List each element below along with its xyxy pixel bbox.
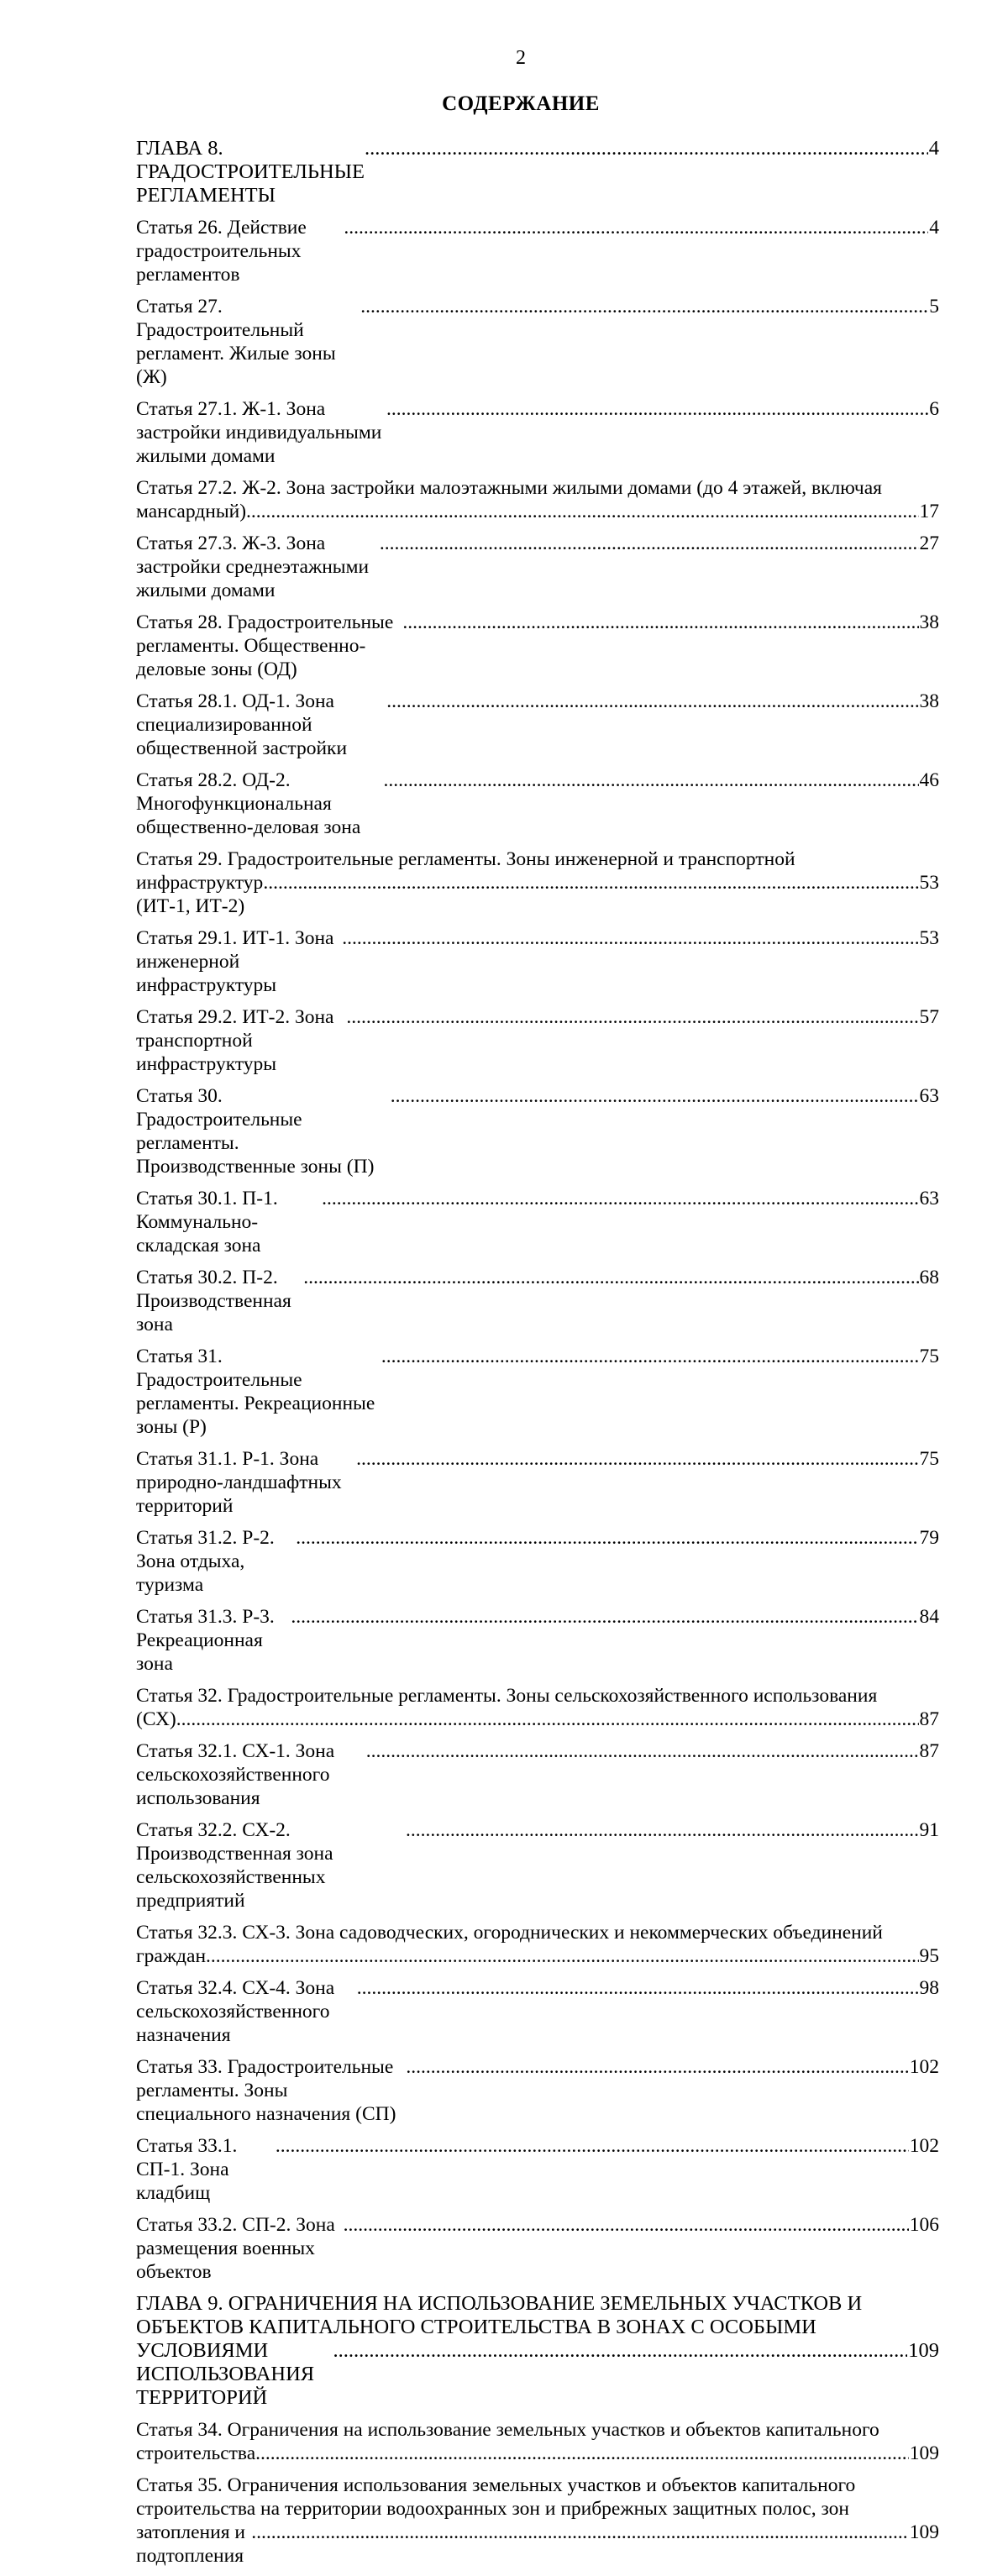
toc-entry-title-line: Статья 28.1. ОД-1. Зона специализированной общественной застройки	[136, 690, 348, 759]
toc-entry[interactable]	[136, 476, 939, 523]
toc-entry[interactable]	[136, 1447, 939, 1518]
dot-leader	[206, 1944, 918, 1968]
toc-entry[interactable]	[136, 1345, 939, 1439]
dot-leader	[176, 1708, 919, 1731]
toc-entry-page-number: 109	[909, 2442, 939, 2464]
toc-entry[interactable]	[136, 2292, 939, 2410]
toc-entry-title-line: Статья 31. Градостроительные регламенты. Рекреационные зоны (Р)	[136, 1346, 375, 1438]
toc-entry-leader-row	[136, 2055, 939, 2126]
toc-entry-leader-row	[136, 216, 939, 286]
toc-entry[interactable]	[136, 847, 939, 918]
toc-entry-page-number: 109	[909, 2521, 939, 2543]
toc-entry-title-line: Статья 32. Градостроительные регламенты. Зоны сельскохозяйственного использования	[136, 1685, 878, 1707]
toc-entry[interactable]	[136, 397, 939, 468]
toc-entry-page-number: 84	[919, 1606, 939, 1628]
toc-entry-page-number: 79	[919, 1527, 939, 1549]
toc-entry-title-line: Статья 27. Градостроительный регламент. Жилые зоны (Ж)	[136, 296, 336, 388]
toc-entry-title-line: строительства на территории водоохранных зон и прибрежных защитных полос, зон	[136, 2498, 849, 2520]
toc-entry-leader-row	[136, 137, 939, 207]
dot-leader	[356, 1447, 918, 1471]
dot-leader	[263, 871, 918, 895]
toc-entry[interactable]	[136, 137, 939, 207]
toc-entry[interactable]	[136, 216, 939, 286]
toc-entry-page-number: 87	[919, 1740, 939, 1762]
toc-entry-title-line: Статья 30.1. П-1. Коммунально-складская зона	[136, 1188, 278, 1257]
toc-entry-leader-row	[136, 1739, 939, 1810]
dot-leader	[366, 1739, 919, 1763]
toc-entry-title-line: строительства	[136, 2442, 256, 2464]
dot-leader	[384, 769, 919, 792]
toc-entry-title-line: Статья 28.2. ОД-2. Многофункциональная общественно-деловая зона	[136, 769, 361, 838]
toc-entry-title-line: Статья 31.1. Р-1. Зона природно-ландшафтных территорий	[136, 1448, 342, 1517]
dot-leader	[344, 2213, 909, 2237]
toc-entry-title-line: затопления и подтопления	[136, 2521, 245, 2567]
toc-entry-page-number: 102	[909, 2135, 939, 2157]
toc-entry-title-line: мансардный)	[136, 501, 247, 522]
toc-entry[interactable]	[136, 2474, 939, 2568]
dot-leader	[322, 1187, 918, 1210]
dot-leader	[344, 216, 928, 239]
toc-entry-title-line: Статья 27.1. Ж-1. Зона застройки индивидуальными жилыми домами	[136, 398, 382, 467]
toc-entry-leader-row	[136, 1976, 939, 2047]
toc-entry-title-line: Статья 32.4. СХ-4. Зона сельскохозяйственного назначения	[136, 1977, 335, 2046]
toc-entry-page-number: 63	[919, 1188, 939, 1209]
toc-entry[interactable]	[136, 1526, 939, 1597]
toc-entry-leader-row	[136, 1005, 939, 1076]
toc-entry-leader-row	[136, 1447, 939, 1518]
toc-entry-title-line: Статья 33.2. СП-2. Зона размещения военных объектов	[136, 2214, 335, 2283]
toc-entry-leader-row	[136, 2339, 939, 2410]
toc-entry-leader-row	[136, 1605, 939, 1676]
toc-entry-leader-row	[136, 1708, 939, 1731]
toc-entry[interactable]	[136, 1818, 939, 1912]
toc-entry-title-line: (СХ)	[136, 1708, 176, 1730]
table-of-contents	[136, 137, 939, 2576]
toc-entry-leader-row	[136, 397, 939, 468]
toc-entry-leader-row	[136, 2134, 939, 2205]
toc-entry-leader-row	[136, 2521, 939, 2568]
toc-entry-title-line: Статья 34. Ограничения на использование земельных участков и объектов капитального	[136, 2419, 879, 2441]
toc-entry-page-number: 38	[919, 690, 939, 712]
toc-entry-leader-row	[136, 2442, 939, 2465]
toc-entry-leader-row	[136, 1084, 939, 1178]
dot-leader	[342, 926, 918, 950]
dot-leader	[255, 2442, 909, 2465]
dot-leader	[246, 500, 918, 523]
toc-entry-page-number: 75	[919, 1448, 939, 1470]
dot-leader	[296, 1526, 918, 1550]
toc-entry-page-number: 95	[919, 1945, 939, 1967]
page-title: СОДЕРЖАНИЕ	[442, 92, 600, 115]
toc-entry-leader-row	[136, 611, 939, 681]
toc-entry-title-line: ОБЪЕКТОВ КАПИТАЛЬНОГО СТРОИТЕЛЬСТВА В ЗОНАХ С ОСОБЫМИ	[136, 2316, 816, 2338]
toc-entry-page-number: 109	[908, 2339, 939, 2362]
toc-entry-title-line: инфраструктур (ИТ-1, ИТ-2)	[136, 872, 264, 917]
toc-entry-page-number: 106	[909, 2214, 939, 2236]
toc-entry-leader-row	[136, 871, 939, 918]
dot-leader	[360, 295, 928, 318]
toc-entry-title-line: граждан	[136, 1945, 207, 1967]
toc-entry-title-line: Статья 32.2. СХ-2. Производственная зона сельскохозяйственных предприятий	[136, 1819, 333, 1912]
dot-leader	[386, 397, 928, 421]
toc-entry-page-number: 57	[919, 1006, 939, 1028]
toc-entry-title-line: Статья 30.2. П-2. Производственная зона	[136, 1267, 291, 1335]
dot-leader	[402, 611, 918, 634]
toc-entry[interactable]	[136, 1684, 939, 1731]
toc-entry-page-number: 53	[919, 872, 939, 894]
toc-entry[interactable]	[136, 1187, 939, 1257]
toc-entry-title-line: Статья 27.2. Ж-2. Зона застройки малоэтажными жилыми домами (до 4 этажей, включая	[136, 477, 882, 499]
toc-entry[interactable]	[136, 2418, 939, 2465]
toc-entry-title-line: Статья 26. Действие градостроительных регламентов	[136, 217, 307, 286]
toc-entry[interactable]	[136, 611, 939, 681]
toc-entry[interactable]	[136, 1976, 939, 2047]
toc-entry[interactable]	[136, 2134, 939, 2205]
toc-entry-page-number: 46	[919, 769, 939, 791]
toc-entry-title-line: Статья 29.2. ИТ-2. Зона транспортной инфраструктуры	[136, 1006, 334, 1075]
toc-entry[interactable]	[136, 1266, 939, 1336]
dot-leader	[365, 137, 928, 160]
toc-entry[interactable]	[136, 690, 939, 760]
dot-leader	[276, 2134, 909, 2158]
toc-entry[interactable]	[136, 2055, 939, 2126]
toc-entry-title-line: Статья 35. Ограничения использования земельных участков и объектов капитального	[136, 2474, 856, 2496]
toc-entry-page-number: 6	[929, 398, 939, 420]
toc-entry-title-line: Статья 29.1. ИТ-1. Зона инженерной инфраструктуры	[136, 927, 334, 996]
dot-leader	[406, 2055, 908, 2079]
toc-entry-title-line: Статья 31.3. Р-3. Рекреационная зона	[136, 1606, 275, 1675]
dot-leader	[291, 1605, 918, 1629]
toc-entry-leader-row	[136, 1818, 939, 1912]
toc-entry[interactable]	[136, 2213, 939, 2284]
toc-entry-title-line: Статья 33. Градостроительные регламенты. Зоны специального назначения (СП)	[136, 2056, 396, 2125]
toc-entry-leader-row	[136, 1944, 939, 1968]
toc-entry-page-number: 91	[919, 1819, 939, 1841]
toc-entry-page-number: 17	[919, 501, 939, 522]
toc-entry[interactable]	[136, 295, 939, 389]
toc-entry[interactable]	[136, 532, 939, 602]
toc-entry[interactable]	[136, 1921, 939, 1968]
toc-entry[interactable]	[136, 1005, 939, 1076]
toc-entry[interactable]	[136, 1739, 939, 1810]
toc-entry-page-number: 87	[919, 1708, 939, 1730]
toc-entry-leader-row	[136, 1187, 939, 1257]
toc-entry-page-number: 75	[919, 1346, 939, 1367]
toc-entry-page-number: 5	[929, 296, 939, 317]
toc-entry-page-number: 53	[919, 927, 939, 949]
toc-entry-leader-row	[136, 926, 939, 997]
toc-entry-title-line: Статья 33.1. СП-1. Зона кладбищ	[136, 2135, 238, 2204]
dot-leader	[303, 1266, 918, 1289]
dot-leader	[406, 1818, 918, 1842]
dot-leader	[391, 1084, 919, 1108]
dot-leader	[333, 2339, 908, 2363]
toc-entry-leader-row	[136, 295, 939, 389]
toc-entry-leader-row	[136, 500, 939, 523]
toc-entry-leader-row	[136, 1345, 939, 1439]
toc-entry-page-number: 4	[928, 137, 939, 160]
toc-entry-leader-row	[136, 690, 939, 760]
dot-leader	[357, 1976, 919, 2000]
toc-entry-title-line: Статья 28. Градостроительные регламенты. Общественно-деловые зоны (ОД)	[136, 611, 394, 680]
toc-entry[interactable]	[136, 1084, 939, 1178]
toc-entry-leader-row	[136, 532, 939, 602]
toc-entry-title-line: ГЛАВА 8. ГРАДОСТРОИТЕЛЬНЫЕ РЕГЛАМЕНТЫ	[136, 137, 365, 207]
toc-entry-title-line: ГЛАВА 9. ОГРАНИЧЕНИЯ НА ИСПОЛЬЗОВАНИЕ ЗЕМЕЛЬНЫХ УЧАСТКОВ И	[136, 2292, 863, 2315]
toc-entry-page-number: 4	[929, 217, 939, 239]
toc-entry-leader-row	[136, 1526, 939, 1597]
toc-entry-title-line: Статья 29. Градостроительные регламенты. Зоны инженерной и транспортной	[136, 848, 795, 870]
toc-entry-page-number: 68	[919, 1267, 939, 1288]
toc-entry-page-number: 98	[919, 1977, 939, 1999]
toc-entry-title-line: Статья 27.3. Ж-3. Зона застройки среднеэтажными жилыми домами	[136, 533, 370, 601]
toc-entry[interactable]	[136, 769, 939, 839]
toc-entry-title-line: Статья 32.3. СХ-3. Зона садоводческих, огороднических и некоммерческих объединений	[136, 1922, 883, 1944]
toc-entry-page-number: 63	[919, 1085, 939, 1107]
dot-leader	[346, 1005, 918, 1029]
dot-leader	[381, 1345, 919, 1368]
dot-leader	[386, 690, 918, 713]
toc-entry-page-number: 102	[909, 2056, 939, 2078]
page-number: 2	[516, 47, 526, 69]
toc-entry-title-line: Статья 31.2. Р-2. Зона отдыха, туризма	[136, 1527, 275, 1596]
toc-entry[interactable]	[136, 1605, 939, 1676]
toc-entry-leader-row	[136, 2213, 939, 2284]
dot-leader	[251, 2521, 908, 2544]
toc-entry-title-line: УСЛОВИЯМИ ИСПОЛЬЗОВАНИЯ ТЕРРИТОРИЙ	[136, 2339, 315, 2409]
toc-entry-leader-row	[136, 769, 939, 839]
toc-entry-page-number: 27	[919, 533, 939, 554]
toc-entry-title-line: Статья 30. Градостроительные регламенты. Производственные зоны (П)	[136, 1085, 375, 1178]
dot-leader	[380, 532, 919, 555]
toc-entry-page-number: 38	[919, 611, 939, 633]
toc-entry-title-line: Статья 32.1. СХ-1. Зона сельскохозяйственного использования	[136, 1740, 335, 1809]
toc-entry-leader-row	[136, 1266, 939, 1336]
toc-entry[interactable]	[136, 926, 939, 997]
